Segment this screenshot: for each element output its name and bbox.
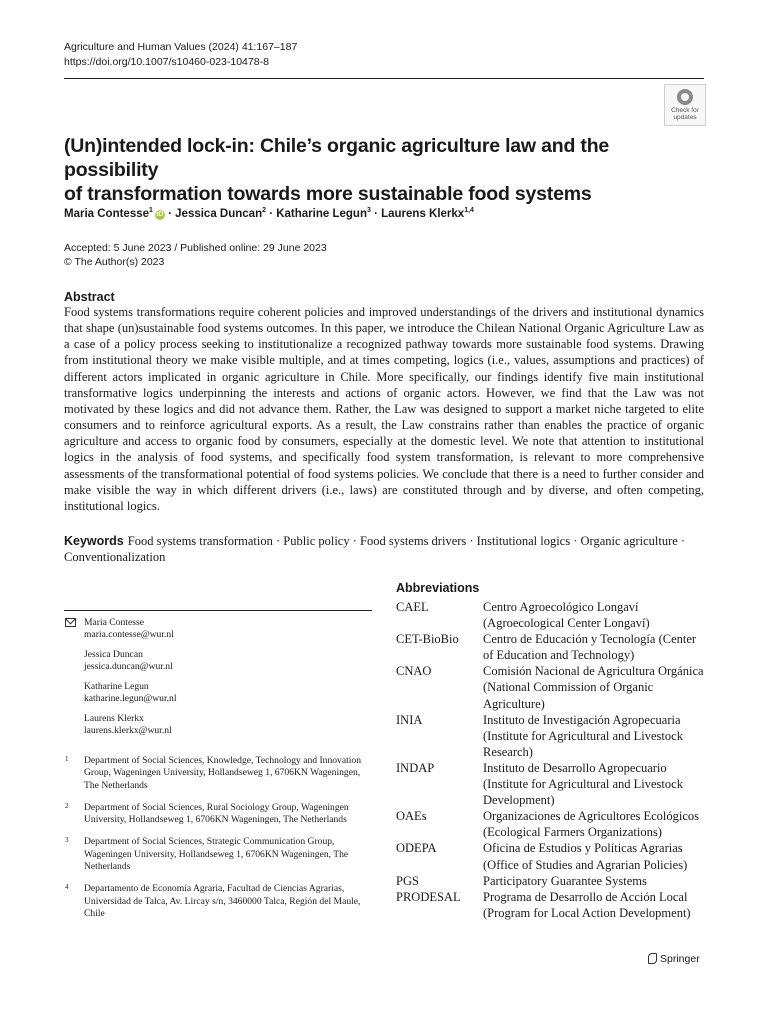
affiliation-entry [64, 836, 372, 873]
author-separator: · [370, 207, 382, 220]
abbreviation-row [396, 599, 706, 631]
affiliation-text: Department of Social Sciences, Knowledge, Technology and Innovation Group, Wageningen University, Hollandseweg 1, 6706KN Wageningen, The Netherlands [84, 755, 362, 791]
header-divider [64, 78, 704, 79]
abbreviation-row [396, 631, 706, 663]
contact-name: Laurens Klerkx [84, 713, 144, 724]
author-separator: · [266, 207, 277, 220]
affiliation-number: 4 [65, 883, 69, 892]
abbreviation-definition: Comisión Nacional de Agricultura Orgánica (National Commission of Organic Agriculture) [483, 664, 704, 711]
contact-entry [64, 681, 372, 704]
abbreviation-row [396, 808, 706, 840]
springer-horse-icon [648, 953, 656, 963]
abbreviation-row [396, 840, 706, 872]
affiliation-text: Departamento de Economía Agraria, Facultad de Ciencias Agrarias, Universidad de Talca, Av. Lircay s/n, 3460000 Talca, Región del Maule, Chile [84, 883, 361, 919]
abstract-heading: Abstract [64, 290, 115, 304]
author-affiliation-sup: 1,4 [464, 207, 474, 214]
author-name[interactable]: Maria Contesse [64, 207, 150, 220]
accepted-published-dates: Accepted: 5 June 2023 / Published online: 29 June 2023 [64, 242, 327, 254]
abbreviation-term: INDAP [396, 760, 435, 775]
author-affiliation-sup: 1 [149, 207, 153, 214]
author-separator: · [164, 207, 176, 220]
abbreviation-term: CAEL [396, 600, 429, 614]
abbreviation-definition: Instituto de Desarrollo Agropecuario (Institute for Agricultural and Livestock Development) [483, 760, 683, 808]
abbreviation-definition: Centro de Educación y Tecnología (Center of Education and Technology) [483, 632, 697, 663]
check-updates-label: Check for updates [671, 107, 699, 121]
affiliation-entry [64, 755, 372, 792]
abbreviation-definition: Instituto de Investigación Agropecuaria (Institute for Agricultural and Livestock Research) [483, 712, 683, 759]
check-for-updates-button[interactable] [664, 84, 706, 126]
abbreviations-table [396, 599, 706, 921]
contact-name: Katharine Legun [84, 681, 149, 692]
contact-name: Jessica Duncan [84, 649, 143, 660]
contact-email[interactable]: katharine.legun@wur.nl [84, 692, 177, 704]
journal-header [64, 40, 297, 70]
affiliation-text: Department of Social Sciences, Rural Sociology Group, Wageningen University, Hollandseweg 1, 6706KN Wageningen, The Netherlands [84, 801, 349, 826]
keywords-list: Food systems transformation · Public policy · Food systems drivers · Institutional logics · Organic agriculture · Conventionalization [64, 534, 686, 564]
abbreviation-row [396, 889, 706, 921]
abbreviation-term: CNAO [396, 664, 432, 679]
abbreviation-term: OAEs [396, 809, 427, 824]
abbreviation-term: PRODESAL [396, 889, 461, 904]
abbreviation-definition: Oficina de Estudios y Políticas Agrarias (Office of Studies and Agrarian Policies) [483, 841, 688, 872]
contact-entry [64, 617, 372, 640]
keywords-label: Keywords [64, 534, 124, 548]
keywords-block [64, 533, 704, 565]
author-affiliation-sup: 2 [262, 207, 266, 214]
paper-title-line-1: (Un)intended lock-in: Chile’s organic agriculture law and the possibility [64, 135, 610, 181]
affiliation-number: 1 [65, 755, 69, 763]
contact-email[interactable]: maria.contesse@wur.nl [84, 628, 174, 640]
orcid-icon[interactable]: iD [156, 210, 164, 218]
contact-entry [64, 649, 372, 672]
affiliation-entry [64, 883, 372, 920]
publication-dates [64, 241, 327, 269]
abbreviation-row [396, 873, 706, 889]
publisher-footer [648, 952, 700, 966]
author-affiliation-sup: 3 [366, 207, 371, 214]
footnote-divider [64, 610, 372, 611]
author-list [64, 203, 474, 222]
contact-name: Maria Contesse [84, 617, 144, 628]
abstract-body: Food systems transformations require coherent policies and improved understandings of the drivers and institutional dynamics that shape (un)sustainable food systems outcomes. In this paper, we introduce the Chilean National Organic Agriculture Law as a case of a policy process seeking to institutionalize a recognized pathway towards more sustainable food systems. Drawing from institutional theory we make visible multiple, and at times competing, logics (i.e., values, assumptions and practices) of different actors implicated in organic agriculture in Chile. More specifically, our findings identify five main institutional transformative logics underpinning the interests and actions of organic actors. However, we find that the Law was not motivated by these logics and did not advance them. Rather, the Law was designed to support a market niche targeted to elite consumers and to reinforce agricultural exports. As a result, the Law constrains rather than enables the practice of organic agriculture and access to organic food by consumers, especially at the domestic level. We note that attention to institutional logics in the analysis of food systems, and specifically food system transformation, is relevant to more comprehensive assessments of the transformational potential of food systems policies. We conclude that there is a need to further consider and make visible the way in which different drivers (i.e., laws) are constituted through and by diverse, and often competing, institutional logics. [64, 305, 704, 513]
author-name[interactable]: Laurens Klerkx [381, 207, 465, 220]
paper-title [64, 134, 664, 206]
envelope-icon [65, 618, 76, 627]
doi-link[interactable]: https://doi.org/10.1007/s10460-023-10478-8 [64, 56, 269, 68]
abbreviation-definition: Centro Agroecológico Longaví (Agroecological Center Longaví) [483, 600, 650, 631]
contact-email[interactable]: jessica.duncan@wur.nl [84, 660, 173, 672]
contact-email[interactable]: laurens.klerkx@wur.nl [84, 724, 172, 736]
author-name[interactable]: Jessica Duncan [175, 207, 263, 220]
abbreviation-row [396, 760, 706, 808]
contact-list [64, 617, 372, 745]
abbreviation-term: PGS [396, 873, 419, 888]
author-name[interactable]: Katharine Legun [276, 207, 367, 220]
contact-entry [64, 713, 372, 736]
abbreviation-definition: Programa de Desarrollo de Acción Local (Program for Local Action Development) [483, 889, 691, 920]
abbreviation-row [396, 663, 706, 711]
publisher-name: Springer [660, 953, 700, 965]
affiliation-number: 3 [65, 836, 69, 845]
check-updates-icon [677, 89, 693, 105]
abbreviation-definition: Participatory Guarantee Systems [483, 873, 647, 888]
abbreviation-term: ODEPA [396, 841, 437, 856]
abbreviation-term: CET-BioBio [396, 632, 459, 647]
affiliation-text: Department of Social Sciences, Strategic Communication Group, Wageningen University, Hollandseweg 1, 6706KN Wageningen, The Netherlands [84, 836, 349, 873]
affiliation-number: 2 [65, 801, 69, 810]
journal-citation: Agriculture and Human Values (2024) 41:167–187 [64, 41, 298, 53]
abbreviation-definition: Organizaciones de Agricultores Ecológicos (Ecological Farmers Organizations) [483, 809, 700, 840]
abbreviation-row [396, 712, 706, 760]
paper-title-line-2: of transformation towards more sustainable food systems [64, 183, 592, 205]
affiliation-list [64, 755, 372, 930]
abbreviation-term: INIA [396, 712, 423, 727]
affiliation-entry [64, 802, 372, 827]
copyright-notice: © The Author(s) 2023 [64, 256, 165, 268]
abbreviations-heading: Abbreviations [396, 581, 480, 595]
